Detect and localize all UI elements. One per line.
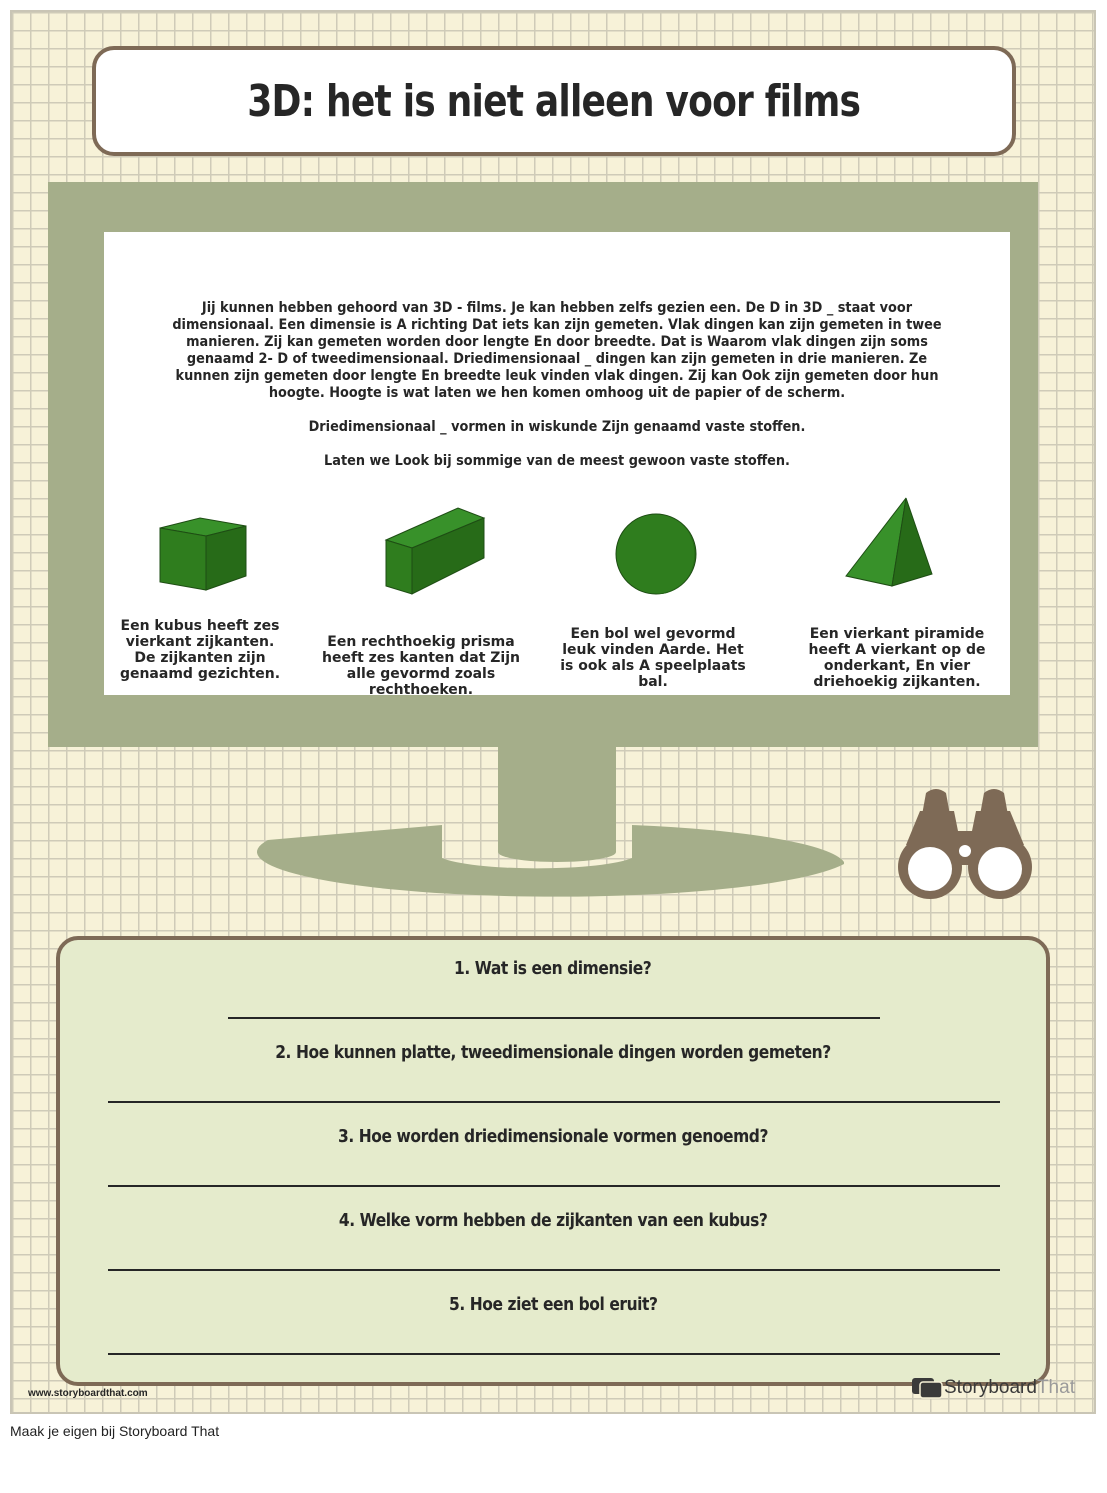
worksheet bbox=[10, 10, 1096, 1414]
sphere-label: Een bol wel gevormd leuk vinden Aarde. Het is ook als A speelplaats bal. bbox=[560, 626, 746, 690]
answer-line-3[interactable] bbox=[108, 1185, 1000, 1187]
storyboard-brand bbox=[910, 1376, 1075, 1400]
question-1: 1. Wat is een dimensie? bbox=[454, 958, 652, 979]
pyramid-icon bbox=[844, 496, 936, 590]
cube-icon bbox=[158, 516, 250, 592]
brand-part-1: Storyboard bbox=[944, 1377, 1037, 1398]
answer-line-1[interactable] bbox=[228, 1017, 880, 1019]
intro-text bbox=[128, 300, 986, 487]
footer-link[interactable]: Maak je eigen bij Storyboard That bbox=[10, 1423, 220, 1439]
monitor-screen bbox=[104, 232, 1010, 698]
sphere-icon bbox=[614, 512, 698, 596]
question-5: 5. Hoe ziet een bol eruit? bbox=[448, 1294, 658, 1315]
question-3: 3. Hoe worden driedimensionale vormen genoemd? bbox=[338, 1126, 768, 1147]
storyboard-logo-icon bbox=[910, 1376, 944, 1400]
monitor bbox=[48, 182, 1038, 747]
binoculars-icon bbox=[892, 787, 1038, 901]
cube-label: Een kubus heeft zes vierkant zijkanten. De zijkanten zijn genaamd gezichten. bbox=[119, 618, 281, 682]
brand-part-2: That bbox=[1036, 1377, 1075, 1398]
question-2: 2. Hoe kunnen platte, tweedimensionale dingen worden gemeten? bbox=[275, 1042, 831, 1063]
page-title: 3D: het is niet alleen voor films bbox=[247, 75, 861, 127]
answer-line-2[interactable] bbox=[108, 1101, 1000, 1103]
intro-paragraph-1: Jij kunnen hebben gehoord van 3D - films. Je kan hebben zelfs gezien een. De D in 3D _ staat voor dimensionaal. Een dimensie is A richting Dat iets kan zijn gemeten. Vlak dingen kan zijn gemeten in twee manieren. Zij kan gemeten worden door lengte En door breedte. Dat is Waarom vlak dingen zijn soms genaamd 2- D of tweedimensionaal. Driedimensionaal _ dingen kan zijn gemeten in drie manieren. Ze kunnen zijn gemeten door lengte En breedte leuk vinden vlak dingen. Zij kan Ook zijn gemeten door hun hoogte. Hoogte is wat laten we hen komen omhoog uit de papier of de scherm. bbox=[172, 300, 942, 401]
pyramid-label: Een vierkant piramide heeft A vierkant op de onderkant, En vier driehoekig zijkanten. bbox=[808, 626, 986, 690]
question-4: 4. Welke vorm hebben de zijkanten van een kubus? bbox=[338, 1210, 768, 1231]
intro-paragraph-3: Laten we Look bij sommige van de meest gewoon vaste stoffen. bbox=[324, 453, 790, 469]
intro-paragraph-2: Driedimensionaal _ vormen in wiskunde Zijn genaamd vaste stoffen. bbox=[308, 419, 806, 435]
answer-line-5[interactable] bbox=[108, 1353, 1000, 1355]
answer-line-4[interactable] bbox=[108, 1269, 1000, 1271]
rectangular-prism-icon bbox=[384, 506, 486, 596]
questions-panel bbox=[56, 936, 1050, 1386]
monitor-neck bbox=[498, 732, 616, 862]
rectangular-prism-label: Een rechthoekig prisma heeft zes kanten dat Zijn alle gevormd zoals rechthoeken. bbox=[322, 634, 520, 698]
watermark-url: www.storyboardthat.com bbox=[28, 1388, 148, 1399]
